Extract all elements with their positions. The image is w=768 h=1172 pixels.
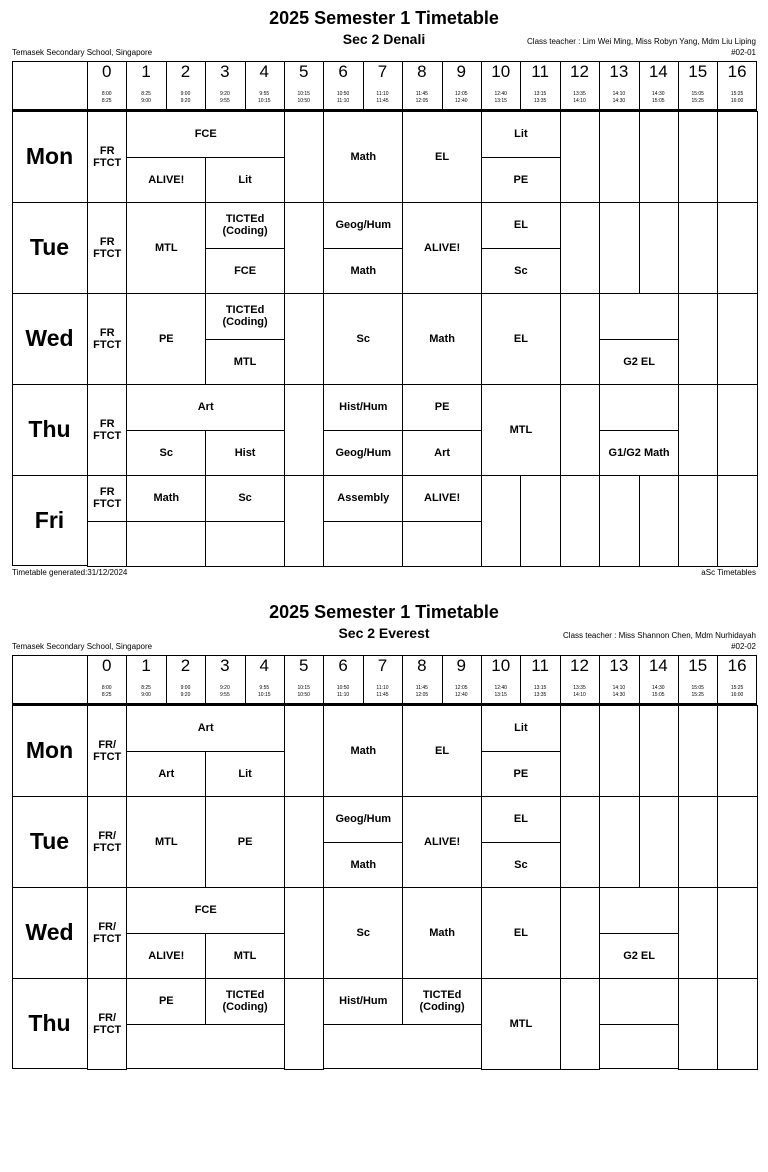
day-label-thu: Thu	[28, 1009, 71, 1036]
period-number: 6	[338, 656, 348, 675]
lesson-cell: Math	[402, 887, 482, 979]
period-start-time: 9:20	[220, 685, 230, 691]
lesson-cell: EL	[402, 111, 482, 203]
empty-cell	[560, 384, 600, 476]
period-end-time: 14:10	[573, 692, 586, 698]
period-start-time: 12:40	[494, 685, 507, 691]
period-number: 1	[141, 62, 151, 81]
lesson-cell: Art	[126, 751, 206, 798]
period-start-time: 10:50	[336, 91, 350, 97]
lesson-cell: FCE	[126, 887, 285, 934]
empty-cell	[284, 202, 324, 294]
lesson-cell: Hist/Hum	[323, 384, 403, 431]
period-number: 12	[570, 62, 589, 81]
period-end-time: 12:40	[455, 98, 468, 104]
lesson-cell: FR FTCT	[87, 384, 127, 476]
lesson-cell: Sc	[481, 842, 561, 889]
period-end-time: 11:10	[337, 98, 350, 104]
lesson-cell: FR FTCT	[87, 293, 127, 385]
period-start-time: 9:55	[259, 685, 270, 691]
lesson-cell: FCE	[205, 248, 285, 295]
lesson-cell: MTL	[205, 339, 285, 386]
period-start-time: 13:35	[573, 685, 586, 691]
empty-cell	[678, 705, 718, 797]
lesson-cell: TICTEd (Coding)	[205, 978, 285, 1025]
empty-cell	[599, 705, 639, 797]
period-end-time: 10:15	[258, 692, 271, 698]
period-number: 15	[688, 656, 708, 675]
period-number: 5	[298, 62, 309, 81]
lesson-cell: MTL	[205, 933, 285, 980]
empty-cell	[126, 521, 206, 568]
lesson-cell: Math	[323, 111, 403, 203]
empty-cell	[678, 475, 718, 567]
class-name: Sec 2 Denali	[342, 31, 426, 47]
period-end-time: 9:00	[141, 98, 151, 104]
empty-cell	[678, 796, 718, 888]
lesson-cell: Sc	[126, 430, 206, 477]
period-start-time: 9:00	[180, 91, 191, 97]
lesson-cell: G2 EL	[599, 933, 679, 980]
empty-cell	[284, 887, 324, 979]
period-start-time: 12:05	[455, 685, 468, 691]
empty-cell	[639, 796, 679, 888]
empty-cell	[323, 521, 403, 568]
lesson-cell: Math	[323, 248, 403, 295]
period-start-time: 10:15	[297, 91, 310, 97]
lesson-cell: PE	[481, 751, 561, 798]
class-teacher: Class teacher : Miss Shannon Chen, Mdm Nurhidayah	[563, 631, 756, 640]
empty-cell	[717, 705, 757, 797]
period-end-time: 14:10	[573, 98, 586, 104]
period-start-time: 15:25	[730, 685, 744, 691]
period-start-time: 11:45	[415, 91, 428, 97]
school-name: Temasek Secondary School, Singapore	[12, 642, 153, 651]
lesson-cell: Sc	[323, 293, 403, 385]
lesson-cell: PE	[126, 293, 206, 385]
period-end-time: 8:25	[101, 692, 112, 698]
day-label-mon: Mon	[25, 736, 74, 763]
day-label-wed: Wed	[25, 918, 74, 945]
period-number: 7	[377, 62, 388, 81]
day-label-fri: Fri	[34, 506, 65, 533]
period-number: 8	[417, 62, 427, 81]
period-number: 9	[456, 656, 467, 675]
lesson-cell: ALIVE!	[402, 202, 482, 294]
lesson-cell: FCE	[126, 111, 285, 158]
period-number: 9	[456, 62, 467, 81]
empty-cell	[717, 475, 757, 567]
school-name: Temasek Secondary School, Singapore	[12, 48, 153, 57]
day-label-tue: Tue	[29, 827, 70, 854]
lesson-cell: Lit	[205, 157, 285, 204]
lesson-cell: TICTEd (Coding)	[402, 978, 482, 1025]
lesson-cell: TICTEd (Coding)	[205, 293, 285, 340]
empty-cell	[520, 475, 560, 567]
lesson-cell: PE	[481, 157, 561, 204]
period-number: 16	[727, 62, 747, 81]
period-end-time: 11:45	[376, 98, 389, 104]
lesson-cell: Lit	[481, 111, 561, 158]
lesson-cell: Math	[323, 842, 403, 889]
empty-cell	[205, 521, 285, 568]
period-end-time: 15:05	[652, 98, 665, 104]
period-start-time: 15:25	[730, 91, 744, 97]
empty-cell	[639, 202, 679, 294]
period-number: 16	[727, 656, 747, 675]
period-end-time: 9:55	[220, 692, 230, 698]
empty-cell	[402, 521, 482, 568]
timetable-title: 2025 Semester 1 Timetable	[269, 602, 499, 622]
lesson-cell: ALIVE!	[126, 157, 206, 204]
lesson-cell: Hist	[205, 430, 285, 477]
empty-cell	[560, 475, 600, 567]
lesson-cell: FR FTCT	[87, 111, 127, 203]
empty-cell	[639, 705, 679, 797]
lesson-cell: MTL	[126, 796, 206, 888]
period-start-time: 10:15	[297, 685, 310, 691]
lesson-cell: G2 EL	[599, 339, 679, 386]
period-end-time: 9:55	[220, 98, 230, 104]
lesson-cell: EL	[481, 202, 561, 249]
timetable-2	[0, 594, 768, 1172]
period-start-time: 11:10	[376, 685, 389, 691]
period-number: 10	[491, 656, 511, 675]
period-start-time: 13:15	[533, 91, 547, 97]
empty-cell	[560, 705, 600, 797]
lesson-cell: FR FTCT	[87, 475, 127, 522]
period-start-time: 8:25	[141, 91, 151, 97]
period-number: 15	[688, 62, 708, 81]
empty-cell	[599, 293, 679, 340]
empty-cell	[599, 111, 639, 203]
lesson-cell: MTL	[481, 384, 561, 476]
period-end-time: 13:35	[533, 692, 547, 698]
period-number: 3	[220, 656, 230, 675]
period-end-time: 12:05	[415, 692, 429, 698]
day-label-thu: Thu	[28, 415, 71, 442]
lesson-cell: PE	[126, 978, 206, 1025]
period-number: 11	[531, 656, 549, 675]
period-start-time: 12:05	[455, 91, 468, 97]
period-end-time: 9:20	[180, 98, 191, 104]
period-start-time: 14:30	[652, 685, 665, 691]
period-start-time: 9:20	[220, 91, 230, 97]
empty-cell	[678, 887, 718, 979]
lesson-cell: Geog/Hum	[323, 430, 403, 477]
period-number: 3	[220, 62, 230, 81]
class-teacher: Class teacher : Lim Wei Ming, Miss Robyn Yang, Mdm Liu Liping	[527, 37, 756, 46]
period-start-time: 15:05	[691, 685, 704, 691]
period-start-time: 9:55	[259, 91, 270, 97]
timetable-1	[0, 0, 768, 578]
empty-cell	[560, 796, 600, 888]
empty-cell	[284, 705, 324, 797]
period-number: 1	[141, 656, 151, 675]
period-number: 7	[377, 656, 388, 675]
period-start-time: 14:10	[612, 91, 626, 97]
period-start-time: 8:00	[101, 91, 112, 97]
period-end-time: 9:00	[141, 692, 151, 698]
period-end-time: 10:50	[297, 692, 310, 698]
empty-cell	[599, 796, 639, 888]
empty-cell	[284, 111, 324, 203]
empty-cell	[560, 111, 600, 203]
day-label-wed: Wed	[25, 324, 74, 351]
period-number: 11	[531, 62, 549, 81]
period-number: 13	[609, 62, 629, 81]
lesson-cell: Sc	[323, 887, 403, 979]
period-start-time: 10:50	[336, 685, 350, 691]
empty-cell	[717, 293, 757, 385]
lesson-cell: Math	[323, 705, 403, 797]
lesson-cell: Sc	[205, 475, 285, 522]
period-end-time: 15:25	[691, 692, 704, 698]
lesson-cell: Math	[402, 293, 482, 385]
empty-cell	[639, 475, 679, 567]
period-end-time: 13:35	[533, 98, 547, 104]
empty-cell	[599, 202, 639, 294]
period-number: 5	[298, 656, 309, 675]
lesson-cell: G1/G2 Math	[599, 430, 679, 477]
period-start-time: 11:10	[376, 91, 389, 97]
lesson-cell: MTL	[126, 202, 206, 294]
lesson-cell: Sc	[481, 248, 561, 295]
period-number: 6	[338, 62, 348, 81]
period-end-time: 12:05	[415, 98, 429, 104]
empty-cell	[599, 384, 679, 431]
room-number: #02-01	[731, 48, 756, 57]
lesson-cell: Hist/Hum	[323, 978, 403, 1025]
period-end-time: 13:15	[494, 98, 507, 104]
lesson-cell: EL	[402, 705, 482, 797]
empty-cell	[481, 475, 521, 567]
lesson-cell: Assembly	[323, 475, 403, 522]
day-label-tue: Tue	[29, 233, 70, 260]
period-start-time: 9:00	[180, 685, 191, 691]
period-end-time: 13:15	[494, 692, 507, 698]
period-start-time: 14:30	[652, 91, 665, 97]
lesson-cell: FR FTCT	[87, 202, 127, 294]
period-start-time: 15:05	[691, 91, 704, 97]
empty-cell	[284, 796, 324, 888]
lesson-cell: PE	[402, 384, 482, 431]
empty-cell	[560, 202, 600, 294]
period-end-time: 16:00	[730, 692, 744, 698]
empty-cell	[678, 202, 718, 294]
lesson-cell: Lit	[205, 751, 285, 798]
lesson-cell: ALIVE!	[126, 933, 206, 980]
lesson-cell: ALIVE!	[402, 475, 482, 522]
period-end-time: 16:00	[730, 98, 744, 104]
period-start-time: 8:00	[101, 685, 112, 691]
empty-cell	[717, 887, 757, 979]
empty-cell	[639, 111, 679, 203]
period-start-time: 13:35	[573, 91, 586, 97]
generated-date: Timetable generated:31/12/2024	[12, 568, 128, 577]
period-end-time: 10:15	[258, 98, 271, 104]
period-number: 14	[648, 656, 668, 675]
period-start-time: 11:45	[415, 685, 428, 691]
empty-cell	[284, 475, 324, 567]
period-number: 8	[417, 656, 427, 675]
lesson-cell: FR/ FTCT	[87, 705, 127, 797]
empty-cell	[560, 293, 600, 385]
empty-cell	[599, 887, 679, 934]
period-end-time: 14:30	[612, 692, 626, 698]
period-number: 2	[180, 62, 191, 81]
empty-cell	[284, 293, 324, 385]
lesson-cell: MTL	[481, 978, 561, 1070]
lesson-cell: ALIVE!	[402, 796, 482, 888]
period-number: 14	[648, 62, 668, 81]
lesson-cell: EL	[481, 796, 561, 843]
period-start-time: 14:10	[612, 685, 626, 691]
empty-cell	[678, 978, 718, 1070]
lesson-cell: FR/ FTCT	[87, 978, 127, 1070]
software-credit: aSc Timetables	[701, 568, 756, 577]
period-number: 13	[609, 656, 629, 675]
empty-cell	[717, 384, 757, 476]
empty-cell	[717, 202, 757, 294]
lesson-cell: TICTEd (Coding)	[205, 202, 285, 249]
period-end-time: 8:25	[101, 98, 112, 104]
period-end-time: 14:30	[612, 98, 626, 104]
empty-cell	[678, 384, 718, 476]
empty-cell	[717, 111, 757, 203]
period-number: 4	[259, 656, 270, 675]
empty-cell	[599, 978, 679, 1025]
lesson-cell: Math	[126, 475, 206, 522]
lesson-cell: FR/ FTCT	[87, 887, 127, 979]
period-end-time: 12:40	[455, 692, 468, 698]
lesson-cell: Geog/Hum	[323, 796, 403, 843]
empty-cell	[87, 521, 127, 568]
empty-cell	[284, 978, 324, 1070]
room-number: #02-02	[731, 642, 756, 651]
empty-cell	[717, 978, 757, 1070]
period-end-time: 9:20	[180, 692, 191, 698]
period-number: 4	[259, 62, 270, 81]
day-label-mon: Mon	[25, 142, 74, 169]
empty-cell	[284, 384, 324, 476]
empty-cell	[560, 887, 600, 979]
period-end-time: 11:10	[337, 692, 350, 698]
lesson-cell: Art	[126, 384, 285, 431]
timetable-title: 2025 Semester 1 Timetable	[269, 8, 499, 28]
lesson-cell: EL	[481, 293, 561, 385]
lesson-cell: FR/ FTCT	[87, 796, 127, 888]
period-end-time: 10:50	[297, 98, 310, 104]
class-name: Sec 2 Everest	[338, 625, 430, 641]
lesson-cell: Art	[402, 430, 482, 477]
lesson-cell: Geog/Hum	[323, 202, 403, 249]
lesson-cell: Lit	[481, 705, 561, 752]
lesson-cell: PE	[205, 796, 285, 888]
period-end-time: 11:45	[376, 692, 389, 698]
period-start-time: 8:25	[141, 685, 151, 691]
period-number: 10	[491, 62, 511, 81]
period-number: 12	[570, 656, 589, 675]
empty-cell	[678, 293, 718, 385]
period-start-time: 13:15	[533, 685, 547, 691]
empty-cell	[599, 475, 639, 567]
empty-cell	[678, 111, 718, 203]
lesson-cell: Art	[126, 705, 285, 752]
period-end-time: 15:05	[652, 692, 665, 698]
period-number: 0	[101, 656, 112, 675]
period-number: 0	[101, 62, 112, 81]
period-number: 2	[180, 656, 191, 675]
lesson-cell: EL	[481, 887, 561, 979]
empty-cell	[717, 796, 757, 888]
period-end-time: 15:25	[691, 98, 704, 104]
period-start-time: 12:40	[494, 91, 507, 97]
empty-cell	[560, 978, 600, 1070]
